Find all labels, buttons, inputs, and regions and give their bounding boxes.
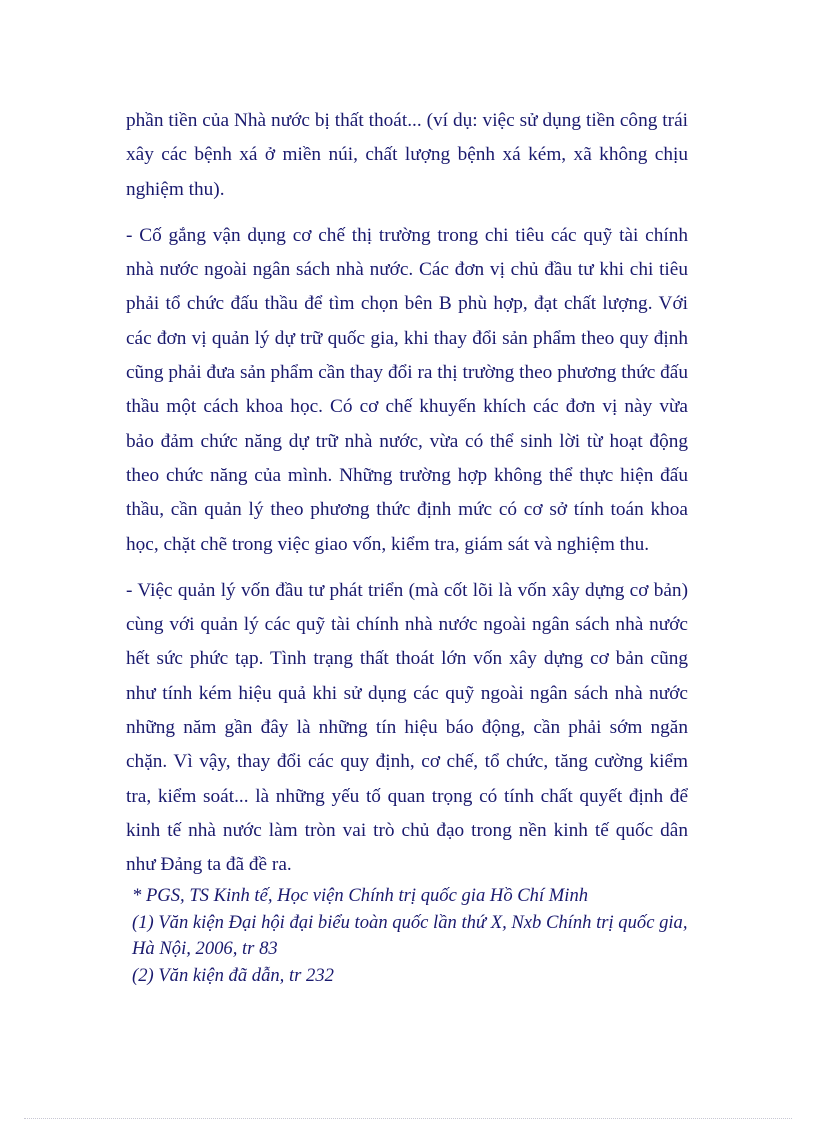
footnote-1: (1) Văn kiện Đại hội đại biểu toàn quốc lần thứ X, Nxb Chính trị quốc gia, Hà Nội, 2006, tr 83 (132, 911, 688, 959)
body-text (126, 104, 688, 895)
page-bottom-divider (24, 1118, 792, 1119)
footnote-2: (2) Văn kiện đã dẫn, tr 232 (132, 964, 334, 986)
footnote-author: * PGS, TS Kinh tế, Học viện Chính trị quốc gia Hồ Chí Minh (132, 885, 589, 906)
paragraph-market-mechanism: - Cố gắng vận dụng cơ chế thị trường trong chi tiêu các quỹ tài chính nhà nước ngoài ngân sách nhà nước. Các đơn vị chủ đầu tư khi chi tiêu phải tổ chức đấu thầu để tìm chọn bên B phù hợp, đạt chất lượng. Với các đơn vị quản lý dự trữ quốc gia, khi thay đổi sản phẩm theo quy định cũng phải đưa sản phẩm cần thay đổi ra thị trường theo phương thức đấu thầu một cách khoa học. Có cơ chế khuyến khích các đơn vị này vừa bảo đảm chức năng dự trữ nhà nước, vừa có thể sinh lời từ hoạt động theo chức năng của mình. Những trường hợp không thể thực hiện đấu thầu, cần quản lý theo phương thức định mức có cơ sở tính toán khoa học, chặt chẽ trong việc giao vốn, kiểm tra, giám sát và nghiệm thu. (126, 224, 688, 555)
paragraph-investment-management: - Việc quản lý vốn đầu tư phát triển (mà cốt lõi là vốn xây dựng cơ bản) cùng với quản lý các quỹ tài chính nhà nước ngoài ngân sách nhà nước hết sức phức tạp. Tình trạng thất thoát lớn vốn xây dựng cơ bản cũng như tính kém hiệu quả khi sử dụng các quỹ ngoài ngân sách nhà nước những năm gần đây là những tín hiệu báo động, cần phải sớm ngăn chặn. Vì vậy, thay đổi các quy định, cơ chế, tổ chức, tăng cường kiểm tra, kiểm soát... là những yếu tố quan trọng có tính chất quyết định để kinh tế nhà nước làm tròn vai trò chủ đạo trong nền kinh tế quốc dân như Đảng ta đã đề ra. (126, 579, 688, 876)
paragraph-continuation: phần tiền của Nhà nước bị thất thoát... (ví dụ: việc sử dụng tiền công trái xây các bệnh xá ở miền núi, chất lượng bệnh xá kém, xã không chịu nghiệm thu). (126, 110, 688, 200)
footnotes (132, 883, 688, 989)
